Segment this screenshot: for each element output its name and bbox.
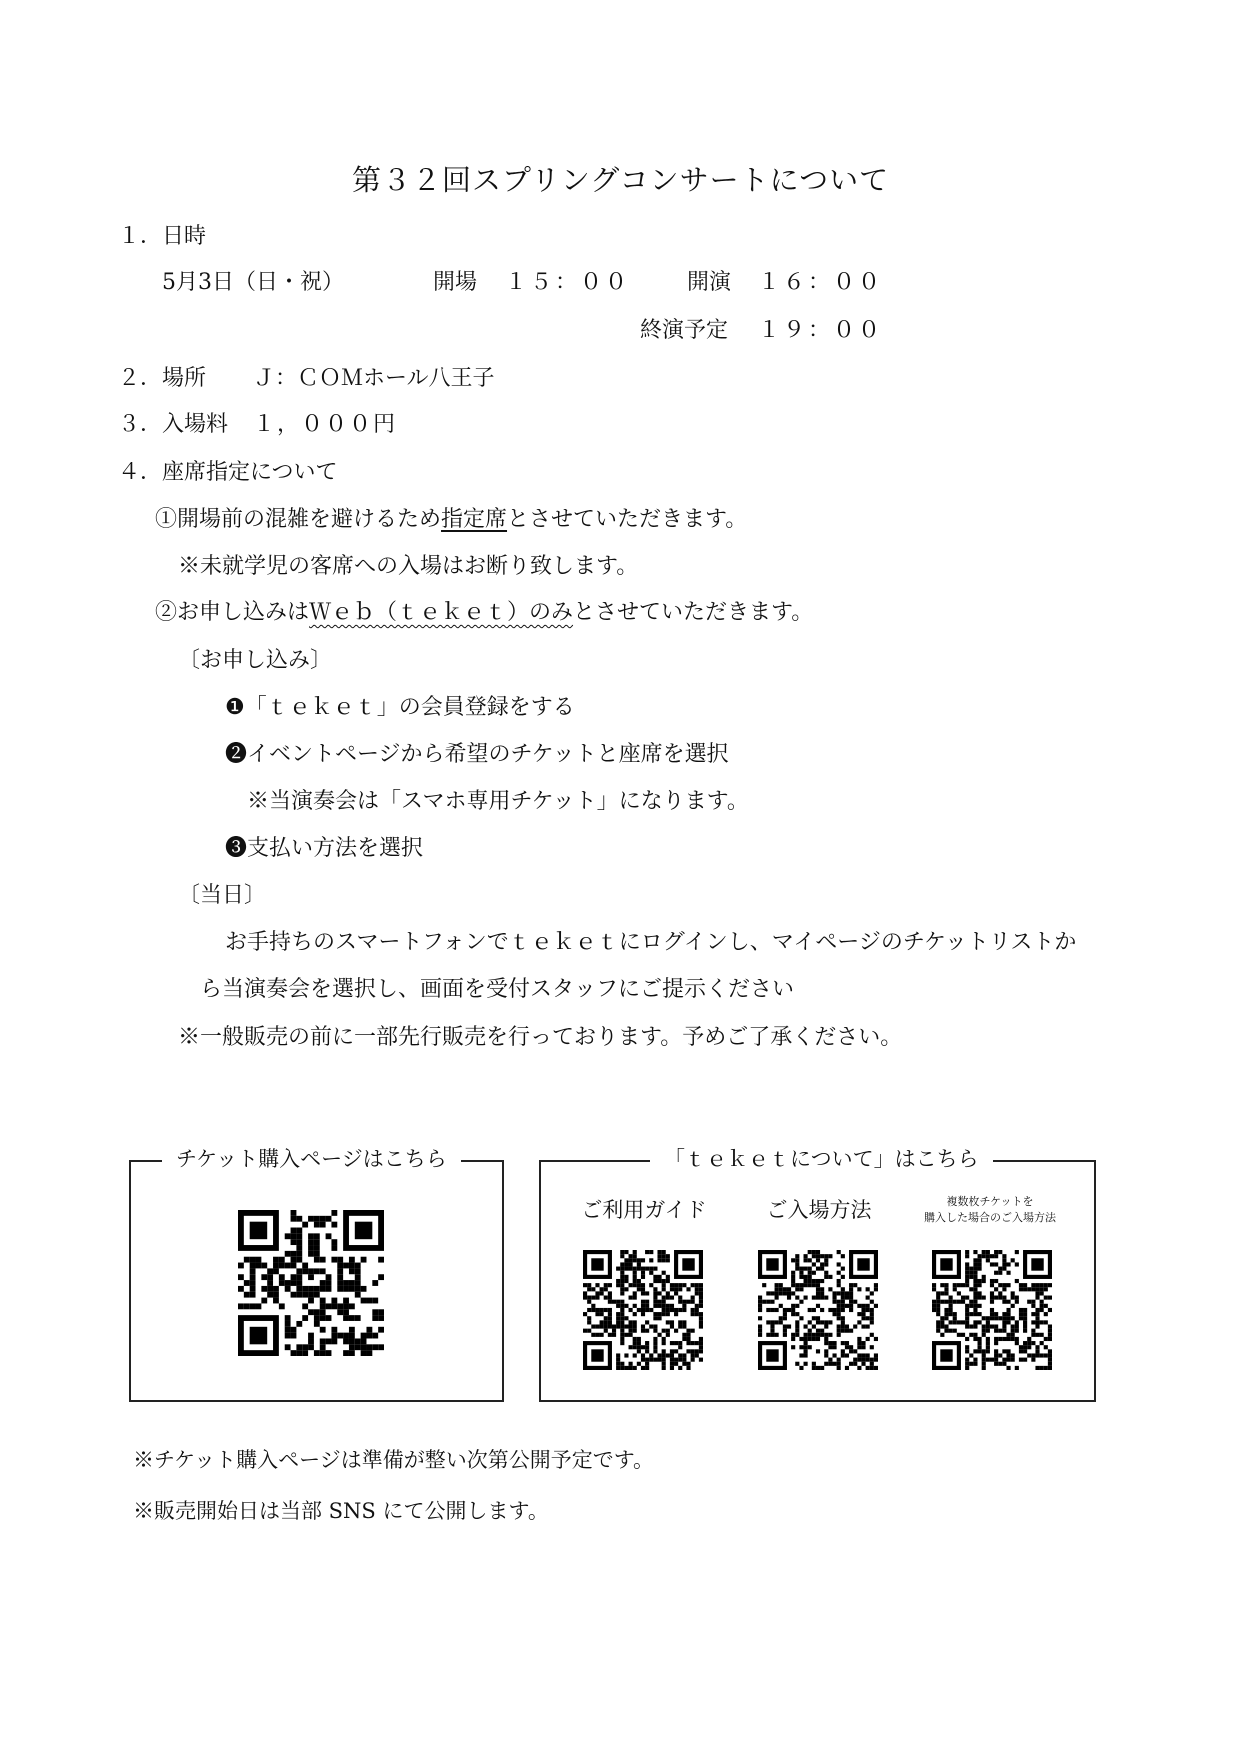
apply-step-1: ❶「ｔｅｋｅｔ」の会員登録をする bbox=[225, 695, 575, 720]
apply-step-3: ❸支払い方法を選択 bbox=[225, 836, 424, 861]
multi-ticket-qr[interactable] bbox=[932, 1250, 1052, 1370]
day-of-line-2: ら当演奏会を選択し、画面を受付スタッフにご提示ください bbox=[200, 977, 795, 1002]
venue-name: Ｊ：ＣＯＭホール八王子 bbox=[253, 366, 495, 391]
preschool-note: ※未就学児の客席への入場はお断り致します。 bbox=[178, 554, 639, 579]
doors-open-label: 開場 bbox=[433, 270, 478, 295]
ticket-purchase-qr[interactable] bbox=[238, 1210, 384, 1356]
apply-step-2: ❷イベントページから希望のチケットと座席を選択 bbox=[225, 742, 729, 767]
admission-fee: １，０００円 bbox=[253, 412, 398, 437]
end-time: １９：００ bbox=[758, 318, 884, 343]
section-seating-heading: ４．座席指定について bbox=[118, 460, 338, 485]
presale-note: ※一般販売の前に一部先行販売を行っております。予めご了承ください。 bbox=[178, 1025, 903, 1050]
apply-heading: 〔お申し込み〕 bbox=[178, 648, 333, 673]
section-fee-heading: ３．入場料 bbox=[118, 412, 229, 437]
entry-method-label: ご入場方法 bbox=[766, 1198, 872, 1222]
usage-guide-label: ご利用ガイド bbox=[581, 1198, 707, 1222]
start-time: １６：００ bbox=[758, 270, 884, 295]
multi-ticket-label-line-1: 複数枚チケットを bbox=[946, 1195, 1034, 1208]
teket-info-legend: 「ｔｅｋｅｔについて」はこちら bbox=[650, 1145, 993, 1173]
apply-step-2-note: ※当演奏会は「スマホ専用チケット」になります。 bbox=[247, 789, 749, 814]
web-only-emphasis: Ｗｅｂ（ｔｅｋｅｔ）のみ bbox=[309, 600, 574, 625]
reserved-seat-emphasis: 指定席 bbox=[441, 507, 508, 532]
event-date: 5月3日（日・祝） bbox=[162, 270, 344, 295]
doors-open-time: １５：００ bbox=[505, 270, 631, 295]
sale-start-note: ※販売開始日は当部 SNS にて公開します。 bbox=[133, 1499, 549, 1523]
seating-item-2-post: とさせていただきます。 bbox=[573, 600, 814, 625]
seating-item-2-pre: ②お申し込みは bbox=[155, 600, 310, 625]
multi-ticket-label-line-2: 購入した場合のご入場方法 bbox=[924, 1211, 1056, 1224]
end-label: 終演予定 bbox=[640, 318, 729, 343]
start-label: 開演 bbox=[687, 270, 732, 295]
seating-item-1 bbox=[155, 505, 747, 535]
page-title: 第３２回スプリングコンサートについて bbox=[352, 163, 890, 197]
usage-guide-qr[interactable] bbox=[583, 1250, 703, 1370]
day-of-line-1: お手持ちのスマートフォンでｔｅｋｅｔにログインし、マイページのチケットリストか bbox=[225, 930, 1077, 955]
day-of-heading: 〔当日〕 bbox=[178, 883, 267, 908]
section-datetime-heading: １．日時 bbox=[118, 224, 207, 249]
ticket-purchase-legend: チケット購入ページはこちら bbox=[162, 1145, 461, 1173]
seating-item-2 bbox=[155, 598, 813, 628]
seating-item-1-post: とさせていただきます。 bbox=[507, 507, 748, 532]
seating-item-1-pre: ①開場前の混雑を避けるため bbox=[155, 507, 442, 532]
purchase-page-note: ※チケット購入ページは準備が整い次第公開予定です。 bbox=[133, 1448, 655, 1472]
entry-method-qr[interactable] bbox=[758, 1250, 878, 1370]
section-venue-heading: ２．場所 bbox=[118, 366, 207, 391]
